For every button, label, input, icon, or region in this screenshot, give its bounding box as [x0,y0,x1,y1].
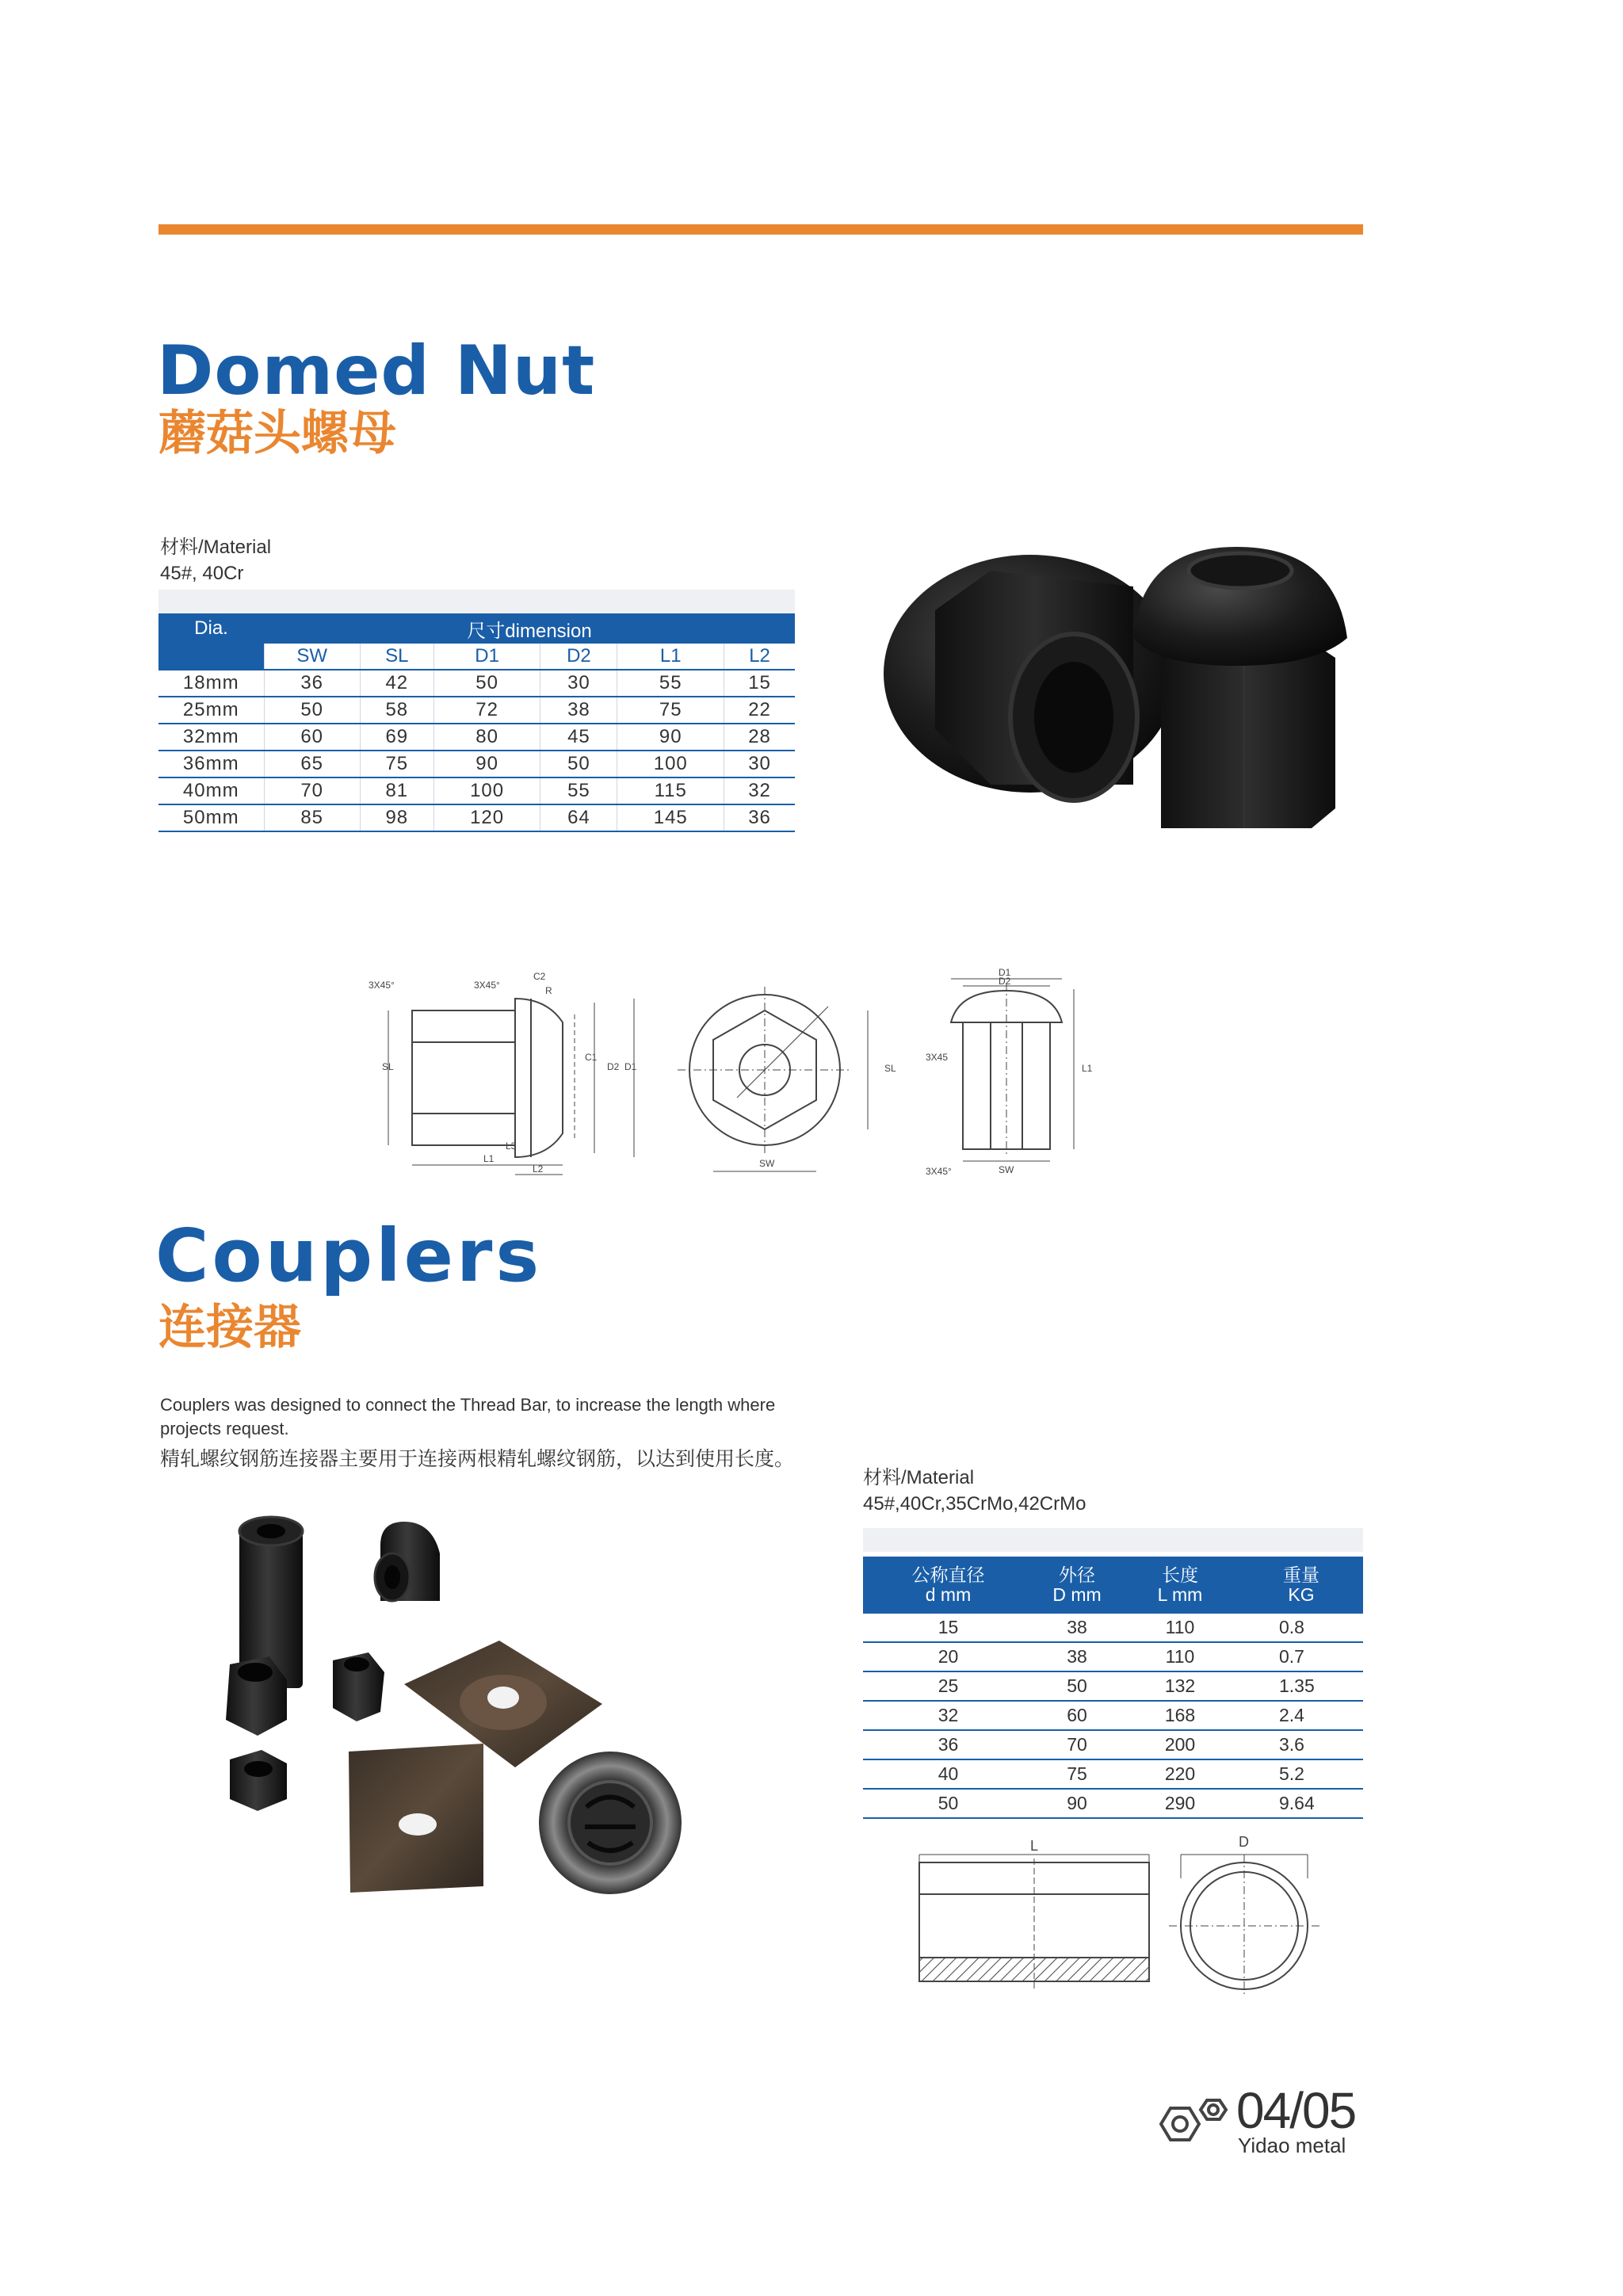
table-row [158,670,795,697]
cell: 65 [264,751,360,777]
label-c2: C2 [533,971,546,982]
desc-en-line2: projects request. [160,1419,289,1438]
couplers-material [863,1465,1086,1517]
cell: 75 [1033,1759,1121,1789]
cell: 220 [1121,1759,1239,1789]
domed-nut-right [1133,547,1347,828]
hex-nut-c [230,1750,287,1811]
label-l1-side: L1 [1082,1063,1093,1074]
label-sw-front: SW [759,1158,775,1169]
cell: 38 [1033,1614,1121,1642]
cell: 32mm [158,724,264,751]
domed-nut-drawing [365,967,1173,1189]
table-row [863,1614,1363,1642]
cell: 80 [433,724,540,751]
label-d2: D2 [607,1061,620,1072]
cell: 5.2 [1239,1759,1363,1789]
cell: 50 [863,1789,1033,1818]
cell: 42 [360,670,433,697]
table-top-shade [158,590,795,613]
label-chamfer-c: 3X45 [926,1052,949,1063]
label-chamfer-d: 3X45° [926,1166,952,1177]
couplers-table [863,1557,1363,1819]
small-domed-nut [375,1522,440,1601]
col-header-outer-d: 外径 D mm [1033,1557,1121,1614]
domed-nut-left [884,555,1177,800]
cell: 132 [1121,1671,1239,1701]
cell: 90 [617,724,724,751]
col-header: L1 [617,644,724,670]
coupler-side-view [919,1855,1149,1989]
table-row [863,1671,1363,1701]
cell: 145 [617,804,724,831]
desc-cn: 精轧螺纹钢筋连接器主要用于连接两根精轧螺纹钢筋，以达到使用长度。 [160,1448,795,1470]
label-l3: L3 [506,1140,517,1152]
cell: 36mm [158,751,264,777]
cell: 50 [540,751,617,777]
cell: 64 [540,804,617,831]
col-header-length: 长度 L mm [1121,1557,1239,1614]
hex-nut-b [333,1652,384,1721]
cell: 25mm [158,697,264,724]
cell: 90 [433,751,540,777]
cell: 0.7 [1239,1642,1363,1671]
label-sw-side: SW [999,1164,1014,1175]
table-row [158,777,795,804]
cell: 32 [724,777,795,804]
cell: 55 [617,670,724,697]
domed-nut-title: Domed Nut [157,331,596,411]
couplers-description [160,1393,794,1471]
drawing-front-view [678,987,868,1171]
dimension-group-header: 尺寸dimension [264,613,795,644]
couplers-title: Couplers [155,1213,543,1298]
col-header-weight: 重量 KG [1239,1557,1363,1614]
cell: 36 [724,804,795,831]
cell: 50 [433,670,540,697]
cell: 1.35 [1239,1671,1363,1701]
cell: 290 [1121,1789,1239,1818]
cell: 30 [724,751,795,777]
label-d2-top: D2 [999,976,1011,987]
cell: 168 [1121,1701,1239,1730]
cell: 25 [863,1671,1033,1701]
drawing-elevation-view [951,979,1074,1161]
material-label: 材料/Material [863,1467,975,1488]
top-accent-bar [158,224,1363,235]
cell: 36 [264,670,360,697]
cell: 18mm [158,670,264,697]
cell: 50 [1033,1671,1121,1701]
table-row [158,751,795,777]
table-row [863,1701,1363,1730]
cell: 22 [724,697,795,724]
col-header: L2 [724,644,795,670]
cell: 38 [540,697,617,724]
label-l2: L2 [533,1163,544,1175]
couplers-title-cn: 连接器 [158,1300,301,1355]
domed-nut-photo [872,523,1395,856]
label-l1: L1 [483,1153,495,1164]
label-d1-top: D1 [999,967,1011,978]
label-c1: C1 [585,1052,598,1063]
domed-nut-title-cn: 蘑菇头螺母 [158,406,396,461]
dia-header: Dia. [158,613,264,644]
cell: 32 [863,1701,1033,1730]
coupler-drawing [903,1831,1347,1997]
table-row [158,724,795,751]
cell: 70 [264,777,360,804]
label-sl-front: SL [884,1063,896,1074]
cell: 3.6 [1239,1730,1363,1759]
table-row [158,697,795,724]
cell: 40 [863,1759,1033,1789]
coupler-end-view [1169,1855,1319,1997]
wedge-ring [539,1752,682,1894]
cell: 50 [264,697,360,724]
material-label: 材料/Material [160,537,272,558]
cell: 45 [540,724,617,751]
col-header: D2 [540,644,617,670]
cell: 15 [724,670,795,697]
cell: 60 [264,724,360,751]
cell: 0.8 [1239,1614,1363,1642]
label-d: D [1239,1834,1249,1850]
cell: 15 [863,1614,1033,1642]
couplers-table-top-shade [863,1528,1363,1552]
cell: 55 [540,777,617,804]
cell: 2.4 [1239,1701,1363,1730]
cell: 72 [433,697,540,724]
material-value: 45#,40Cr,35CrMo,42CrMo [863,1493,1086,1515]
table-row [863,1730,1363,1759]
couplers-photo [214,1514,705,1902]
flat-plate [349,1744,483,1893]
cell: 85 [264,804,360,831]
cell: 115 [617,777,724,804]
label-r: R [545,985,552,996]
cell: 9.64 [1239,1789,1363,1818]
cell: 28 [724,724,795,751]
cell: 120 [433,804,540,831]
cell: 100 [617,751,724,777]
label-chamfer-a: 3X45° [369,980,395,991]
cell: 40mm [158,777,264,804]
table-row [158,804,795,831]
cell: 75 [617,697,724,724]
cell: 50mm [158,804,264,831]
cell: 75 [360,751,433,777]
cell: 30 [540,670,617,697]
label-l: L [1030,1838,1039,1854]
cell: 110 [1121,1642,1239,1671]
domed-nut-table [158,613,795,832]
table-row [863,1759,1363,1789]
col-header: SL [360,644,433,670]
page-number: 04/05 [1236,2082,1356,2139]
cell: 69 [360,724,433,751]
cell: 20 [863,1642,1033,1671]
cell: 36 [863,1730,1033,1759]
cell: 110 [1121,1614,1239,1642]
desc-en-line1: Couplers was designed to connect the Thread Bar, to increase the length where [160,1395,776,1415]
label-chamfer-b: 3X45° [474,980,500,991]
cell: 60 [1033,1701,1121,1730]
cell: 98 [360,804,433,831]
col-header-d: 公称直径 d mm [863,1557,1033,1614]
cell: 200 [1121,1730,1239,1759]
hex-nuts-logo-icon [1153,2092,1232,2156]
domed-nut-material [160,534,271,586]
brand-name: Yidao metal [1238,2134,1346,2157]
table-row [863,1789,1363,1818]
col-header: SW [264,644,360,670]
table-row [863,1642,1363,1671]
dia-header-spacer [158,644,264,670]
cell: 90 [1033,1789,1121,1818]
hex-nut-a [226,1656,287,1736]
cell: 100 [433,777,540,804]
cell: 81 [360,777,433,804]
material-value: 45#, 40Cr [160,563,244,584]
cell: 58 [360,697,433,724]
label-sl: SL [382,1061,394,1072]
cell: 38 [1033,1642,1121,1671]
cell: 70 [1033,1730,1121,1759]
col-header: D1 [433,644,540,670]
label-d1: D1 [624,1061,637,1072]
